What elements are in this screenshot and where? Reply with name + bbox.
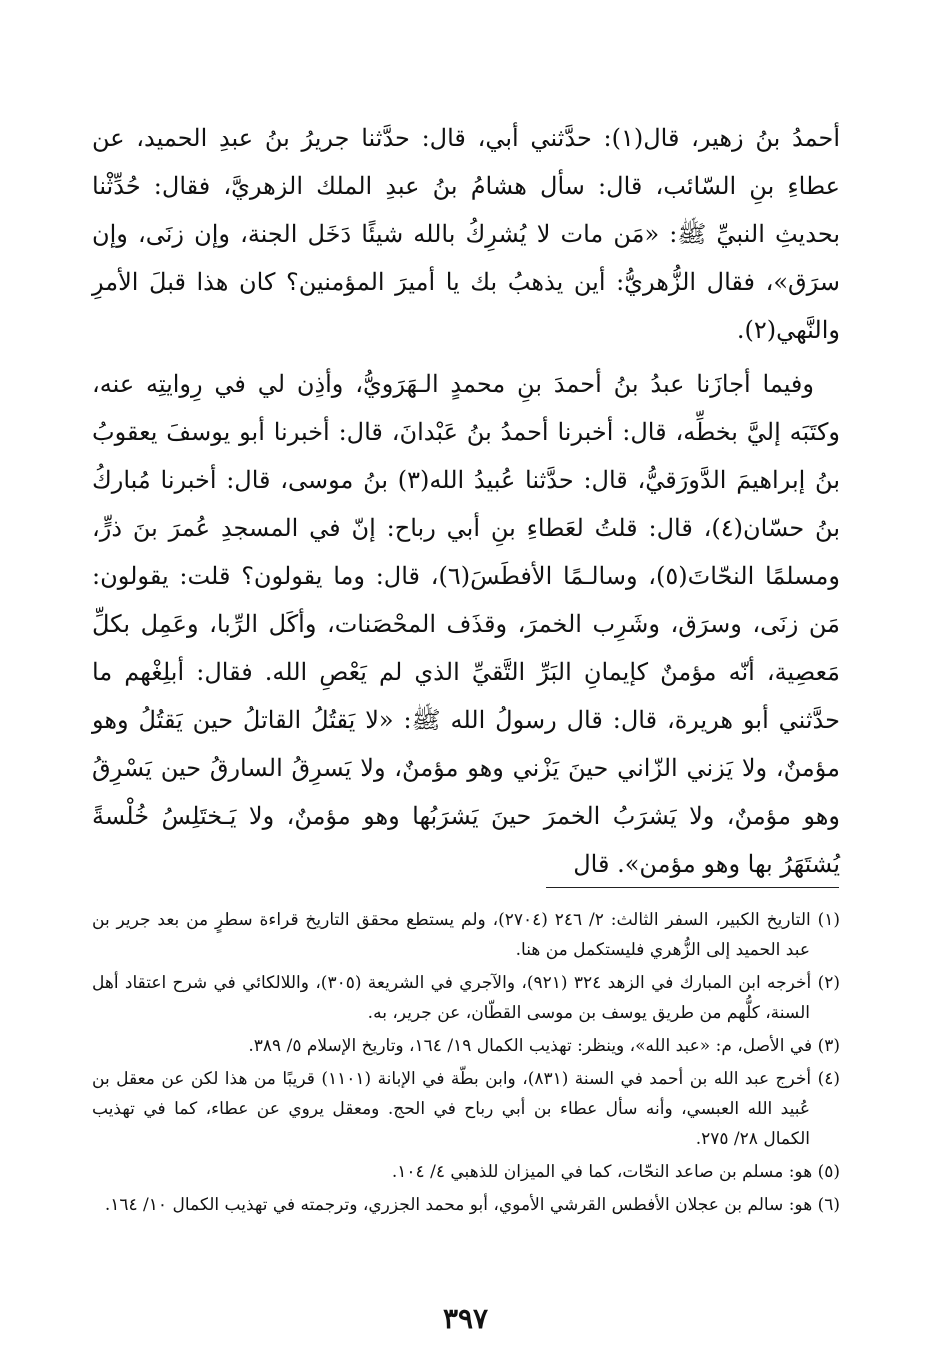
footnote-3: (٣) في الأصل، م: «عبد الله»، وينظر: تهذيب الكمال ١٩/ ١٦٤، وتاريخ الإسلام ٥/ ٣٨٩. bbox=[248, 1036, 840, 1056]
footnote-2: (٢) أخرجه ابن المبارك في الزهد ٣٢٤ (٩٢١)، والآجري في الشريعة (٣٠٥)، واللالكائي في شرح اعتقاد أهل السنة، كلُّهم من طريق يوسف بن موسى القطّان، عن جرير، به. bbox=[92, 973, 840, 1023]
footnote-4: (٤) أخرج عبد الله بن أحمد في السنة (٨٣١)، وابن بطّة في الإبانة (١١٠١) قريبًا من هذا لكن عن معقل بن عُبيد الله العبسي، وأنه سأل عطاء بن أبي رباح في الحج. ومعقل يروي عن عطاء، كما في تهذيب الكمال ٢٨/ ٢٧٥. bbox=[92, 1069, 840, 1149]
footnote-separator bbox=[546, 887, 839, 888]
main-text bbox=[92, 114, 840, 894]
footnote-6: (٦) هو: سالم بن عجلان الأفطس القرشي الأموي، أبو محمد الجزري، وترجمته في تهذيب الكمال ١٠/ ١٦٤. bbox=[104, 1195, 840, 1215]
footnote-5: (٥) هو: مسلم بن صاعد النحّات، كما في الميزان للذهبي ٤/ ١٠٤. bbox=[391, 1162, 840, 1182]
footnotes bbox=[92, 905, 840, 1223]
footnote-1: (١) التاريخ الكبير، السفر الثالث: ٢/ ٢٤٦ (٢٧٠٤)، ولم يستطع محقق التاريخ قراءة سطرٍ من بعد جرير بن عبد الحميد إلى الزُّهري فليستكمل من هنا. bbox=[92, 910, 840, 960]
paragraph-1: أحمدُ بنُ زهير، قال(١): حدَّثني أبي، قال: حدَّثنا جريرُ بنُ عبدِ الحميد، عن عطاءِ بنِ السّائب، قال: سأل هشامُ بنُ عبدِ الملك الزهريَّ، فقال: حُدِّثْنا بحديثِ النبيِّ ﷺ: «مَن مات لا يُشرِكُ بالله شيئًا دَخَل الجنة، وإن زنَى، وإن سرَق»، فقال الزُّهريُّ: أين يذهبُ بك يا أميرَ المؤمنين؟ كان هذا قبلَ الأمرِ والنَّهي(٢). bbox=[92, 124, 840, 344]
page-number: ٣٩٧ bbox=[442, 1302, 489, 1335]
paragraph-2: وفيما أجازَنا عبدُ بنُ أحمدَ بنِ محمدٍ الـهَرَويُّ، وأذِن لي في رِوايتِه عنه، وكتَبَه إليَّ بخطِّه، قال: أخبرنا أحمدُ بنُ عَبْدانَ، قال: أخبرنا أبو يوسفَ يعقوبُ بنُ إبراهيمَ الدَّورَقيُّ، قال: حدَّثنا عُبيدُ الله(٣) بنُ موسى، قال: أخبرنا مُباركُ بنُ حسّان(٤)، قال: قلتُ لعَطاءِ بنِ أبي رباح: إنّ في المسجدِ عُمرَ بنَ ذرٍّ، ومسلمًا النحّاتَ(٥)، وسالـمًا الأفطَسَ(٦)، قال: وما يقولون؟ قلت: يقولون: مَن زنَى، وسرَق، وشَرِب الخمرَ، وقذَف المحْصَنات، وأكَل الرِّبا، وعَمِل بكلِّ مَعصِية، أنّه مؤمنٌ كإيمانِ البَرِّ التَّقيِّ الذي لم يَعْصِ الله. فقال: أبلِغْهم ما حدَّثني أبو هريرة، قال: قال رسولُ الله ﷺ: «لا يَقتُلُ القاتلُ حين يَقتُلُ وهو مؤمنٌ، ولا يَزني الزّاني حينَ يَزْني وهو مؤمنٌ، ولا يَسرِقُ السارقُ حين يَسْرِقُ وهو مؤمنٌ، ولا يَشرَبُ الخمرَ حينَ يَشرَبُها وهو مؤمنٌ، ولا يَـختَلِسُ خُلْسةً يُشتَهَرُ بها وهو مؤمن». قال bbox=[92, 370, 841, 878]
